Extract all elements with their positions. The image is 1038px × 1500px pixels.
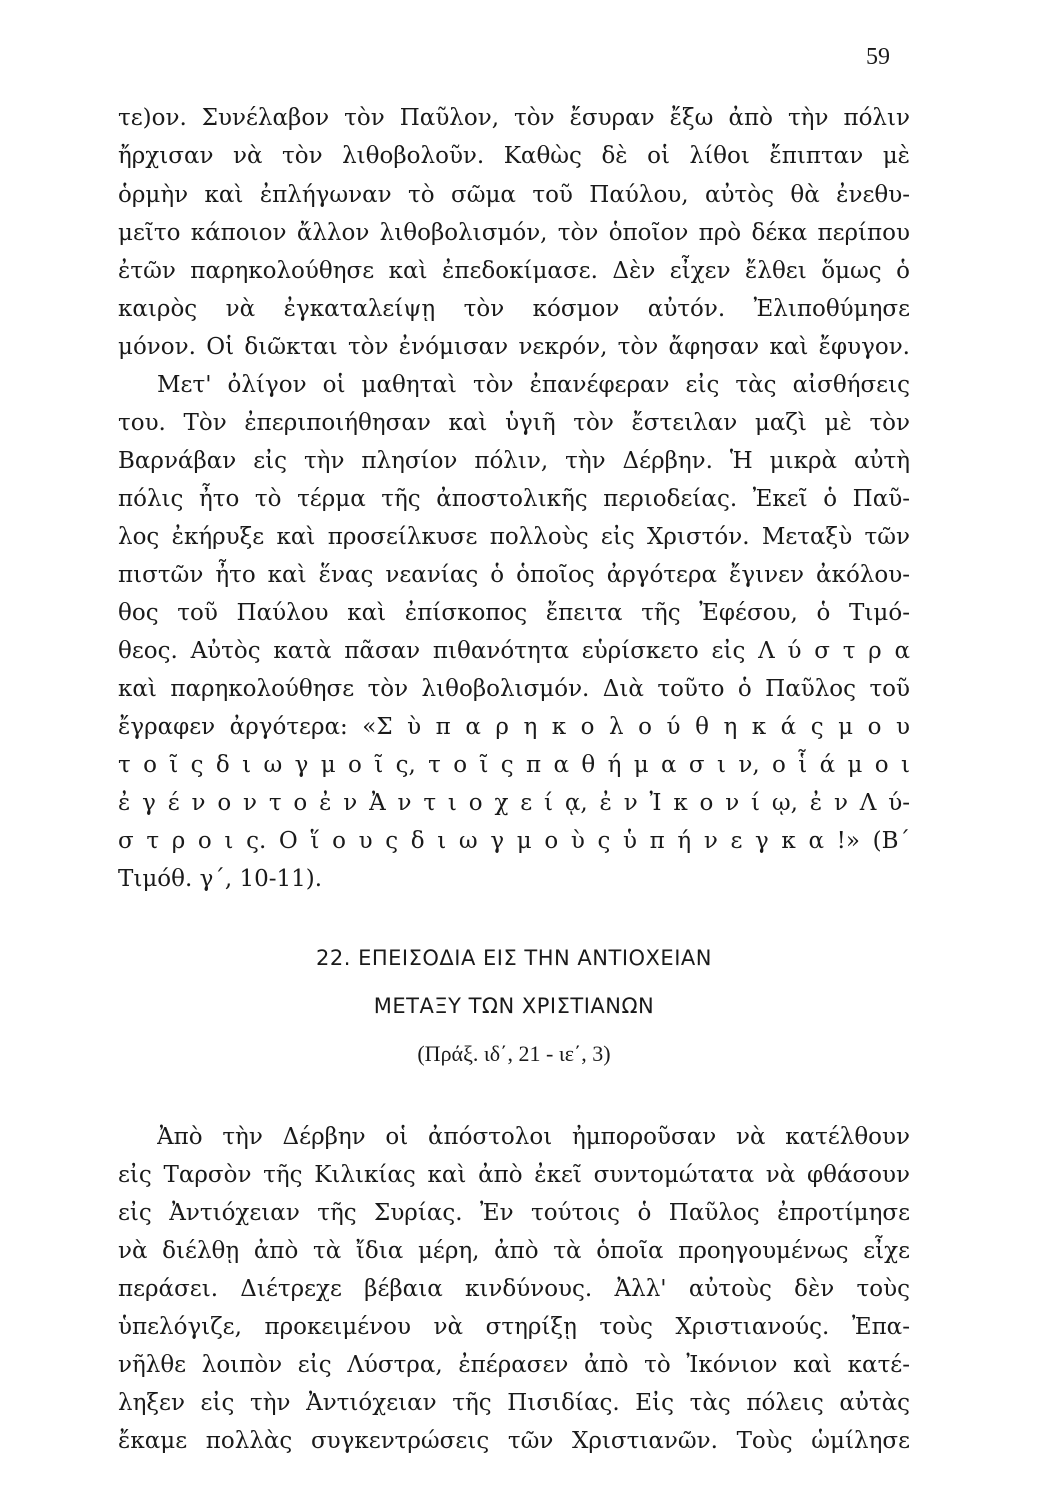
text-line: ληξεν εἰς τὴν Ἀντιόχειαν τῆς Πισιδίας. Εἰς τὰς πόλεις αὐτὰς [118, 1390, 910, 1416]
text-line: ἔκαμε πολλὰς συγκεντρώσεις τῶν Χριστιανῶν. Τοὺς ὡμίλησε [118, 1428, 910, 1454]
text-line: πόλις ἦτο τὸ τέρμα τῆς ἀποστολικῆς περιοδείας. Ἐκεῖ ὁ Παῦ- [118, 486, 910, 512]
text-line: ἐτῶν παρηκολούθησε καὶ ἐπεδοκίμασε. Δὲν εἶχεν ἔλθει ὅμως ὁ [118, 258, 910, 284]
text-line: περάσει. Διέτρεχε βέβαια κινδύνους. Ἀλλ' αὐτοὺς δὲν τοὺς [118, 1276, 910, 1302]
section-title: 22. ΕΠΕΙΣΟΔΙΑ ΕΙΣ ΤΗΝ ΑΝΤΙΟΧΕΙΑΝ [316, 946, 712, 970]
text-line: καὶ παρηκολούθησε τὸν λιθοβολισμόν. Διὰ τοῦτο ὁ Παῦλος τοῦ [118, 676, 910, 702]
text-line: ὁρμὴν καὶ ἐπλήγωναν τὸ σῶμα τοῦ Παύλου, αὐτὸς θὰ ἐνεθυ- [118, 182, 910, 208]
text-line: σ τ ρ ο ι ς. Ο ἵ ο υ ς δ ι ω γ μ ο ὺ ς ὑ π ή ν ε γ κ α !» (Β΄ [118, 828, 910, 854]
scripture-reference: (Πράξ. ιδ΄, 21 - ιε΄, 3) [417, 1041, 611, 1066]
text-line: τ ο ῖ ς δ ι ω γ μ ο ῖ ς, τ ο ῖ ς π α θ ή μ α σ ι ν, ο ἷ ά μ ο ι [118, 752, 910, 778]
text-line: εἰς Ἀντιόχειαν τῆς Συρίας. Ἐν τούτοις ὁ Παῦλος ἐπροτίμησε [118, 1200, 910, 1226]
section-subtitle: ΜΕΤΑΞΥ ΤΩΝ ΧΡΙΣΤΙΑΝΩΝ [373, 994, 655, 1018]
text-line: πιστῶν ἦτο καὶ ἕνας νεανίας ὁ ὁποῖος ἀργότερα ἔγινεν ἀκόλου- [118, 562, 910, 588]
text-line: Μετ' ὀλίγον οἱ μαθηταὶ τὸν ἐπανέφεραν εἰς τὰς αἰσθήσεις [157, 372, 910, 398]
text-line: Ἀπὸ τὴν Δέρβην οἱ ἀπόστολοι ἠμποροῦσαν νὰ κατέλθουν [157, 1124, 910, 1150]
text-line: μόνον. Οἱ διῶκται τὸν ἐνόμισαν νεκρόν, τὸν ἄφησαν καὶ ἔφυγον. [118, 334, 910, 360]
page-number: 59 [866, 44, 890, 70]
text-line: ἔγραφεν ἀργότερα: «Σ ὺ π α ρ η κ ο λ ο ύ θ η κ ά ς μ ο υ [118, 714, 910, 740]
text-line: νὰ διέλθῃ ἀπὸ τὰ ἴδια μέρη, ἀπὸ τὰ ὁποῖα προηγουμένως εἶχε [118, 1238, 910, 1264]
text-line: Βαρνάβαν εἰς τὴν πλησίον πόλιν, τὴν Δέρβην. Ἡ μικρὰ αὐτὴ [118, 448, 910, 474]
text-line: ὑπελόγιζε, προκειμένου νὰ στηρίξῃ τοὺς Χριστιανούς. Ἐπα- [118, 1314, 910, 1340]
text-line: θεος. Αὐτὸς κατὰ πᾶσαν πιθανότητα εὑρίσκετο εἰς Λ ύ σ τ ρ α [118, 638, 910, 664]
text-line: τε)ον. Συνέλαβον τὸν Παῦλον, τὸν ἔσυραν ἔξω ἀπὸ τὴν πόλιν [118, 105, 910, 131]
text-line: Τιμόθ. γ΄, 10-11). [118, 866, 323, 892]
text-line: καιρὸς νὰ ἐγκαταλείψῃ τὸν κόσμον αὐτόν. Ἐλιποθύμησε [118, 296, 910, 322]
text-line: του. Τὸν ἐπεριποιήθησαν καὶ ὑγιῆ τὸν ἔστειλαν μαζὶ μὲ τὸν [118, 410, 910, 436]
text-line: θος τοῦ Παύλου καὶ ἐπίσκοπος ἔπειτα τῆς Ἐφέσου, ὁ Τιμό- [118, 600, 910, 626]
text-line: νῆλθε λοιπὸν εἰς Λύστρα, ἐπέρασεν ἀπὸ τὸ Ἰκόνιον καὶ κατέ- [118, 1352, 910, 1378]
text-line: λος ἐκήρυξε καὶ προσείλκυσε πολλοὺς εἰς Χριστόν. Μεταξὺ τῶν [118, 524, 910, 550]
text-line: ἤρχισαν νὰ τὸν λιθοβολοῦν. Καθὼς δὲ οἱ λίθοι ἔπιπταν μὲ [118, 143, 910, 169]
text-line: εἰς Ταρσὸν τῆς Κιλικίας καὶ ἀπὸ ἐκεῖ συντομώτατα νὰ φθάσουν [118, 1162, 910, 1188]
text-line: μεῖτο κάποιον ἄλλον λιθοβολισμόν, τὸν ὁποῖον πρὸ δέκα περίπου [118, 220, 910, 246]
text-line: ἐ γ έ ν ο ν τ ο ἐ ν Ἀ ν τ ι ο χ ε ί ᾳ, ἐ ν Ἰ κ ο ν ί ῳ, ἐ ν Λ ύ- [118, 790, 910, 816]
